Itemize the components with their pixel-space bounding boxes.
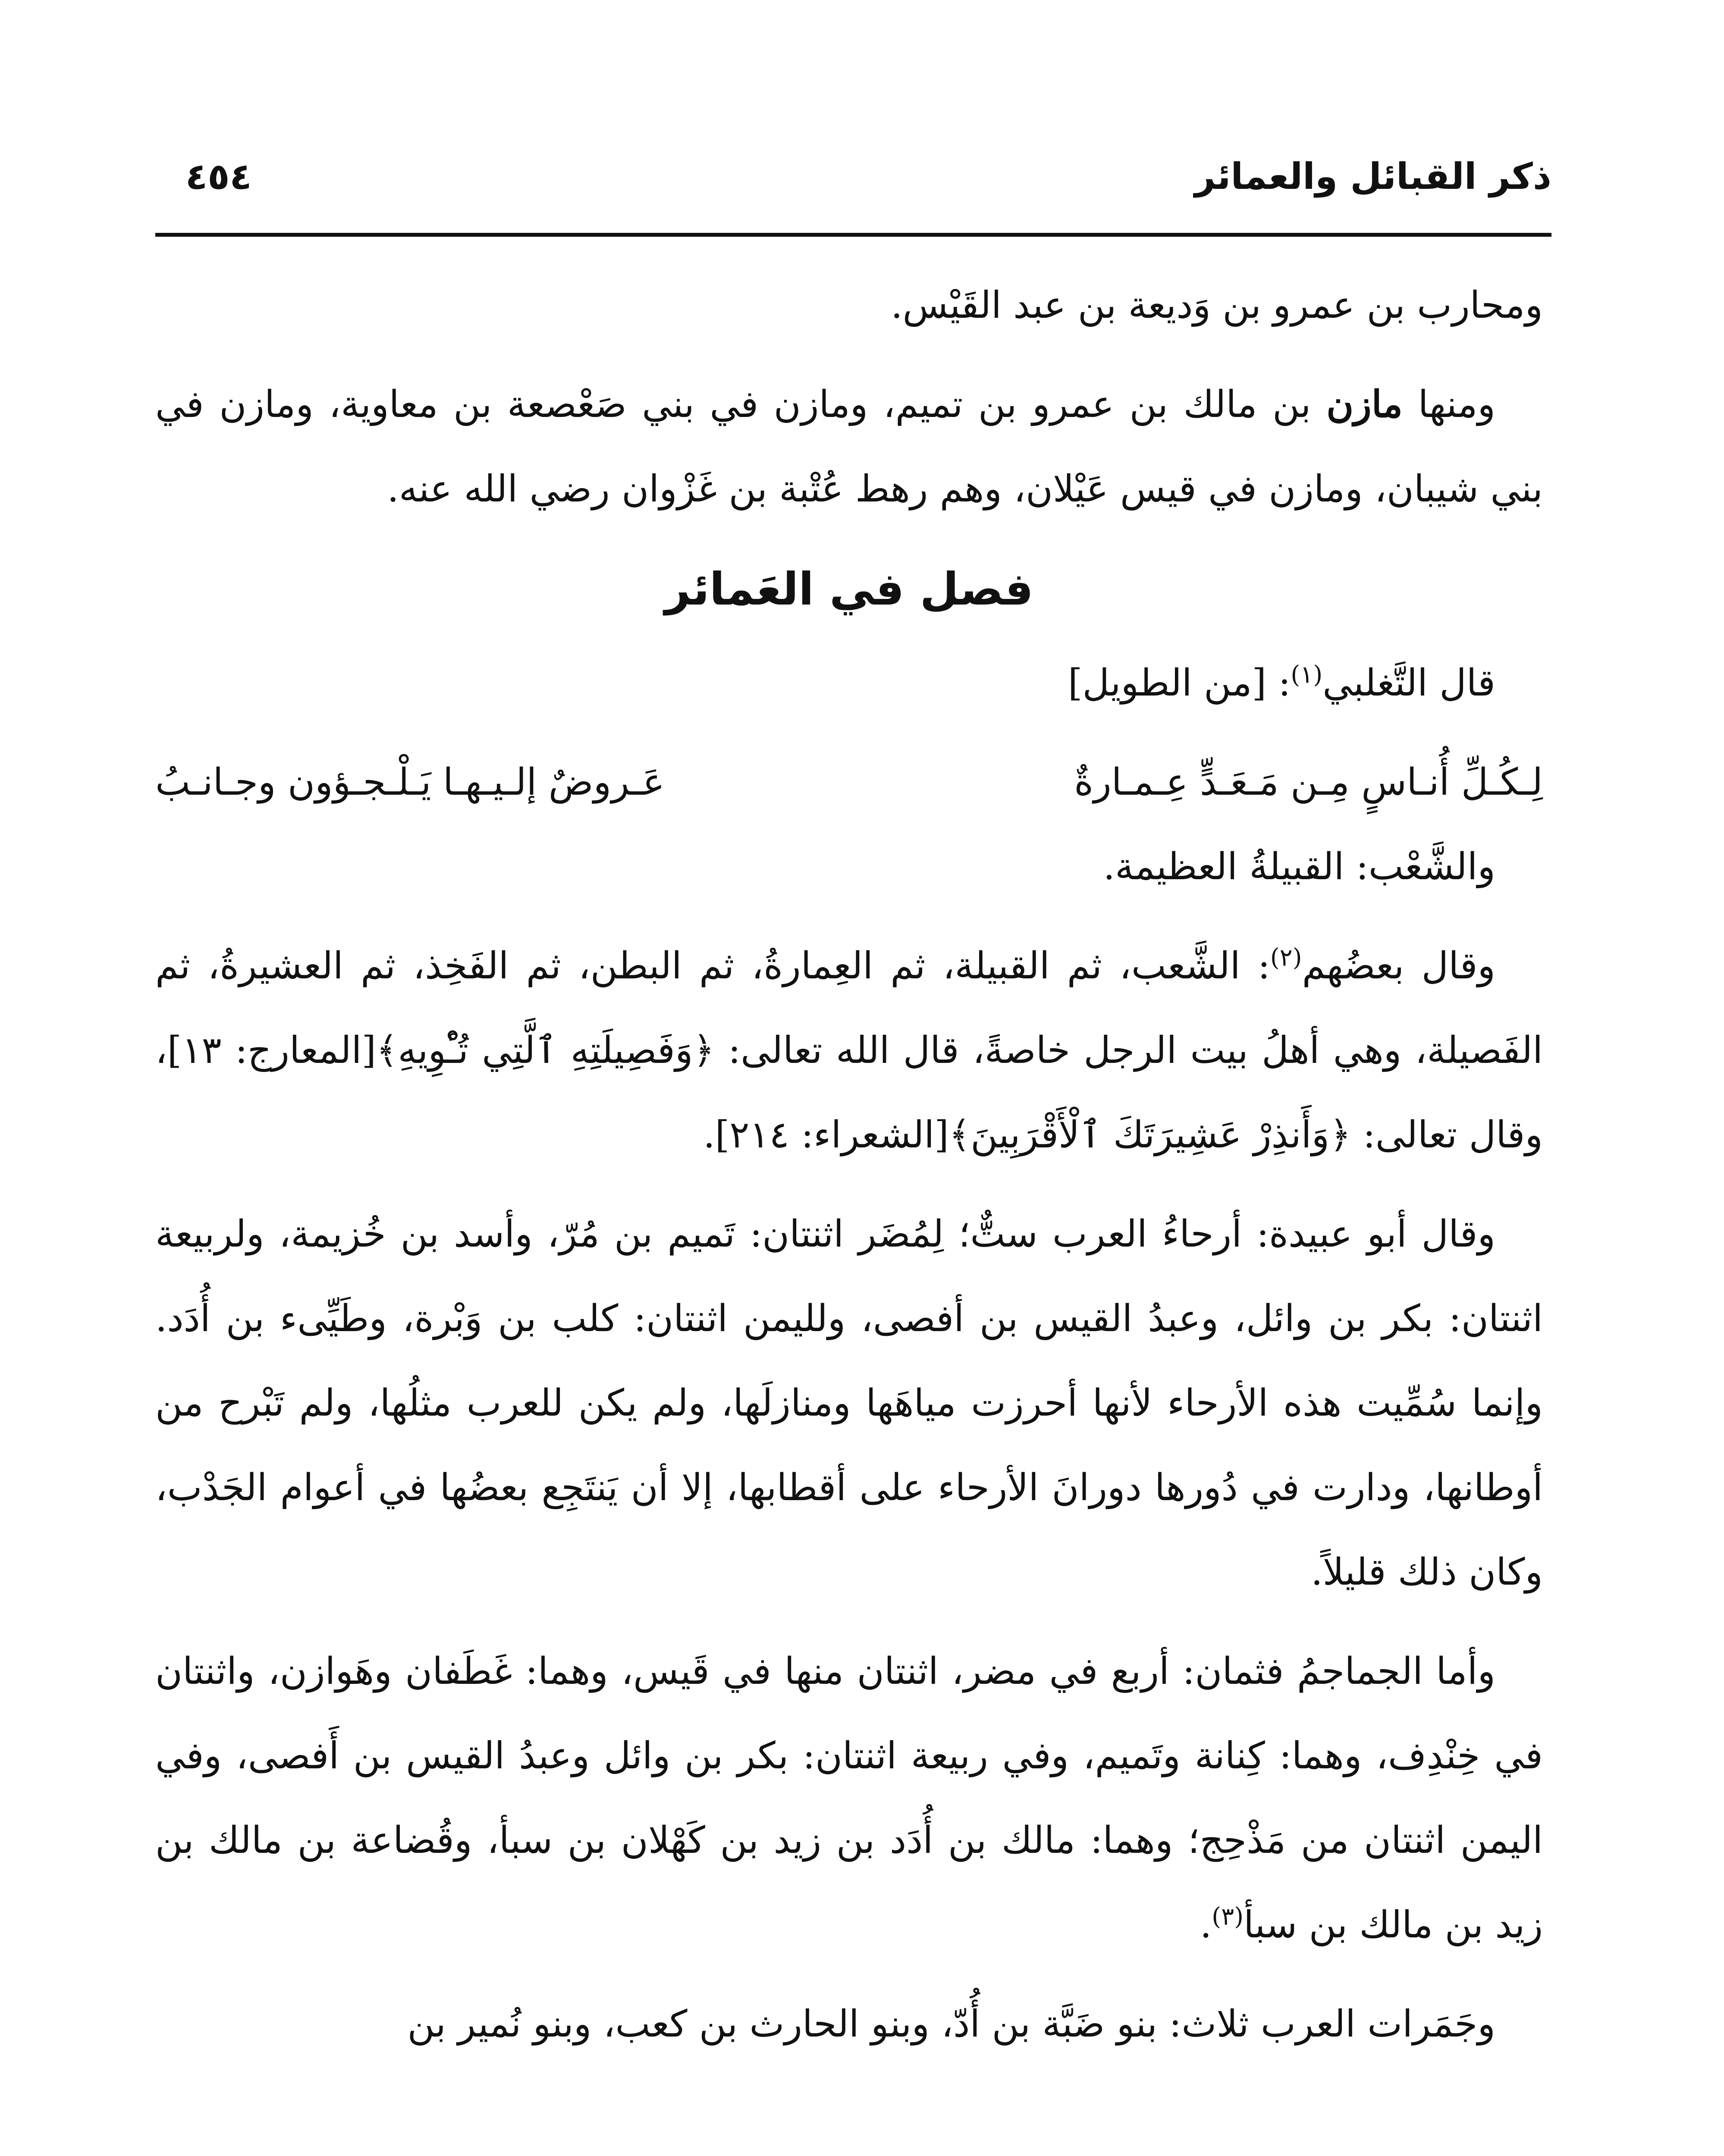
verse-second-hemistich: عَـروضٌ إلـيـهـا يَـلْـجـؤون وجـانـبُ: [155, 761, 665, 804]
header-rule: [155, 233, 1551, 237]
main-text: [155, 263, 1543, 2081]
paragraph-8-text: وجَمَرات العرب ثلاث: بنو ضَبَّة بن أُدّ، وبنو الحارث بن كعب، وبنو نُمير بن: [407, 2002, 1495, 2046]
paragraph-7-start: وأما الجماجمُ فثمان: أربع في مضر، اثنتان منها في قَيس، وهما: غَطَفان وهَوازن، واثنتان في خِنْدِف، وهما: كِنانة وتَميم، وفي ربيعة اثنتان: بكر بن وائل وعبدُ القيس بن أَفصى، وفي اليمن اثنتان من مَذْحِج؛ وهما: مالك بن أُدَد بن زيد بن كَهْلان بن سبأ، وقُضاعة بن مالك بن زيد بن مالك بن سبأ: [155, 1650, 1543, 1946]
paragraph-5-start: وقال بعضُهم: [1302, 944, 1496, 987]
page-header: [155, 155, 1551, 211]
paragraph-2-start: ومنها: [1403, 383, 1495, 426]
paragraph-6-text: وقال أبو عبيدة: أرحاءُ العرب ستٌّ؛ لِمُضَر اثنتان: تَميم بن مُرّ، وأسد بن خُزيمة، ولربيعة اثنتان: بكر بن وائل، وعبدُ القيس بن أفصى، ولليمن اثنتان: كلب بن وَبْرة، وطَيِّىء بن أُدَد. وإنما سُمِّيت هذه الأرحاء لأنها أحرزت مياهَها ومنازلَها، ولم يكن للعرب مثلُها، ولم تَبْرح من أوطانها، ودارت في دُورها دورانَ الأرحاء على أقطابها، إلا أن يَنتَجِع بعضُها في أعوام الجَدْب، وكان ذلك قليلاً.: [155, 1213, 1543, 1594]
paragraph-2-rest: بن مالك بن عمرو بن تميم، ومازن في بني صَعْصعة بن معاوية، ومازن في بني شيبان، ومازن في قيس عَيْلان، وهم رهط عُتْبة بن غَزْوان رضي الله عنه.: [155, 383, 1543, 511]
paragraph-4-text: والشَّعْب: القبيلةُ العظيمة.: [1103, 845, 1495, 888]
paragraph-2: [155, 362, 1543, 531]
footnote-ref-1[interactable]: (١): [1291, 661, 1323, 689]
paragraph-3-rest: : [من الطويل]: [1068, 661, 1291, 705]
paragraph-1-text: ومحارب بن عمرو بن وَديعة بن عبد القَيْس.: [891, 284, 1543, 327]
paragraph-7-end: .: [1200, 1903, 1212, 1946]
footnote-ref-2[interactable]: (٢): [1270, 943, 1302, 972]
paragraph-3-start: قال التَّغلبي: [1322, 661, 1495, 705]
paragraph-5: [155, 924, 1543, 1177]
footnote-ref-3[interactable]: (٣): [1212, 1902, 1244, 1931]
paragraph-8: [155, 1982, 1543, 2066]
poetry-verse: [155, 740, 1543, 824]
paragraph-7: [155, 1629, 1543, 1967]
paragraph-1: [155, 263, 1543, 348]
paragraph-3: [155, 641, 1543, 725]
bold-term-mazin: مازن: [1326, 382, 1403, 426]
paragraph-5-rest: : الشَّعب، ثم القبيلة، ثم العِمارةُ، ثم البطن، ثم الفَخِذ، ثم العشيرةُ، ثم الفَصيلة، وهي أهلُ بيت الرجل خاصةً، قال الله تعالى: ﴿وَفَصِيلَتِهِ ٱلَّتِي تُـْٔوِيهِ﴾[المعارج: ١٣]، وقال تعالى: ﴿وَأَنذِرْ عَشِيرَتَكَ ٱلْأَقْرَبِينَ﴾[الشعراء: ٢١٤].: [155, 944, 1543, 1156]
paragraph-6: [155, 1192, 1543, 1614]
section-title: فصل في العَمائر: [664, 563, 1034, 615]
verse-first-hemistich: لِـكُـلِّ أُنـاسٍ مِـن مَـعَـدٍّ عِـمـارةٌ: [1074, 761, 1543, 804]
paragraph-4: [155, 824, 1543, 909]
running-title: ذكر القبائل والعمائر: [1194, 155, 1551, 197]
page-number: ٤٥٤: [185, 155, 252, 197]
